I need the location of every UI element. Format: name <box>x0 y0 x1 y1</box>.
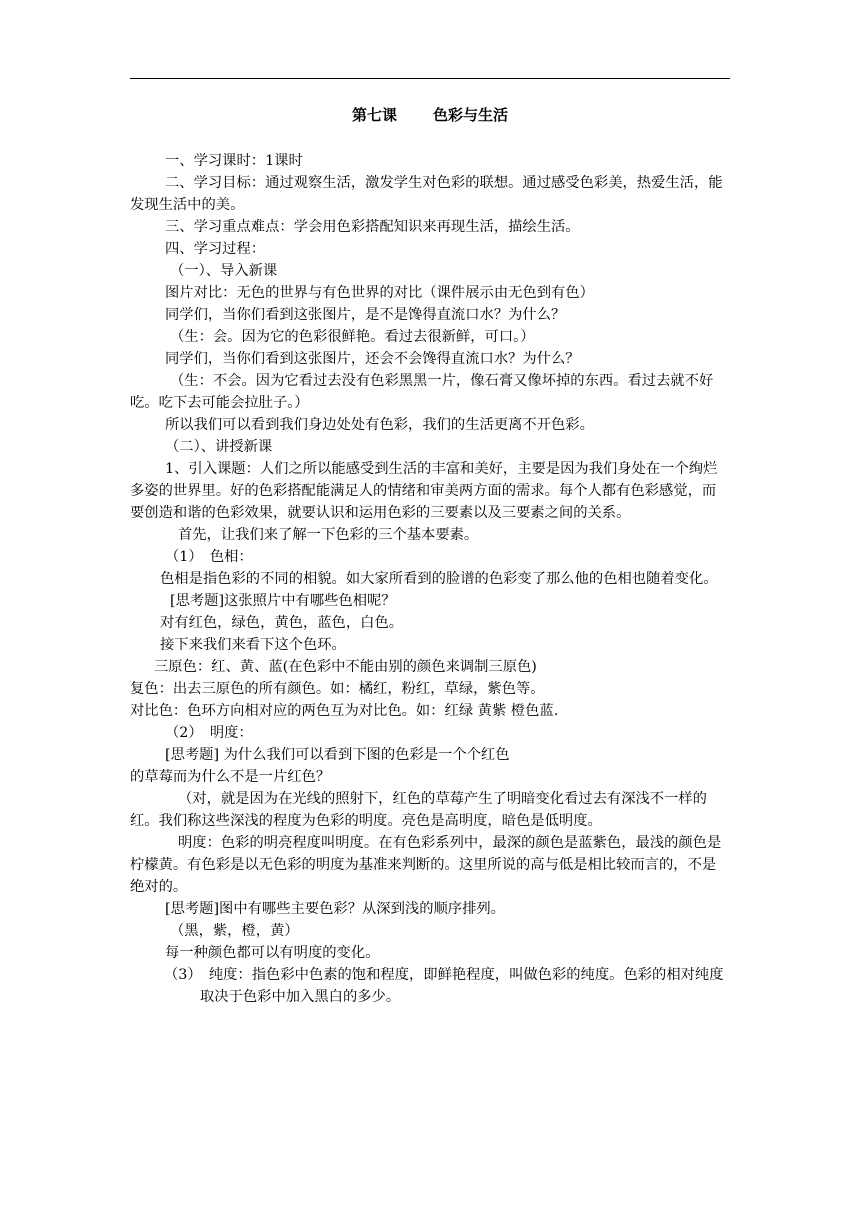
paragraph: （1） 色相： <box>165 549 253 565</box>
paragraph: 三、学习重点难点：学会用色彩搭配知识来再现生活，描绘生活。 <box>165 219 580 235</box>
paragraph: 同学们，当你们看到这张图片，是不是馋得直流口水？为什么？ <box>165 307 566 323</box>
paragraph: 首先，让我们来了解一下色彩的三个基本要素。 <box>178 527 479 543</box>
header-rule <box>130 78 730 79</box>
paragraph: 同学们，当你们看到这张图片，还会不会馋得直流口水？为什么？ <box>165 351 580 367</box>
paragraph: 的草莓而为什么不是一片红色？ <box>130 769 331 785</box>
paragraph: 四、学习过程： <box>165 241 266 257</box>
paragraph: 对比色：色环方向相对应的两色互为对比色。如：红绿 黄紫 橙色蓝. <box>130 703 559 719</box>
paragraph: 1、引入课题：人们之所以能感受到生活的丰富和美好，主要是因为我们身处在一个绚烂多姿的世界里。好的色彩搭配能满足人的情绪和审美两方面的需求。每个人都有色彩感觉，而要创造和谐的色彩效果，就要认识和运用色彩的三要素以及三要素之间的关系。 <box>130 461 718 521</box>
paragraph: 所以我们可以看到我们身边处处有色彩，我们的生活更离不开色彩。 <box>165 417 594 433</box>
lesson-number: 第七课 <box>351 106 397 124</box>
paragraph: （3） 纯度：指色彩中色素的饱和程度，即鲜艳程度，叫做色彩的纯度。色彩的相对纯度取决于色彩中加入黑白的多少。 <box>164 967 724 1005</box>
paragraph: 二、学习目标：通过观察生活，激发学生对色彩的联想。通过感受色彩美，热爱生活，能发现生活中的美。 <box>130 175 723 213</box>
paragraph: （生：会。因为它的色彩很鲜艳。看过去很新鲜，可口。） <box>170 329 535 345</box>
paragraph: （2） 明度： <box>165 725 253 741</box>
paragraph: 明度：色彩的明亮程度叫明度。在有色彩系列中，最深的颜色是蓝紫色，最浅的颜色是柠檬黄。有色彩是以无色彩的明度为基准来判断的。这里所说的高与低是相比较而言的，不是绝对的。 <box>130 835 722 895</box>
document-body <box>130 150 730 1008</box>
paragraph: （黑，紫，橙，黄） <box>170 923 299 939</box>
paragraph: （对，就是因为在光线的照射下，红色的草莓产生了明暗变化看过去有深浅不一样的红。我们称这些深浅的程度为色彩的明度。亮色是高明度，暗色是低明度。 <box>130 791 707 829</box>
paragraph: 图片对比：无色的世界与有色世界的对比（课件展示由无色到有色） <box>165 285 594 301</box>
paragraph: 对有红色，绿色，黄色，蓝色，白色。 <box>160 615 404 631</box>
paragraph: 接下来我们来看下这个色环。 <box>160 637 346 653</box>
paragraph: 色相是指色彩的不同的相貌。如大家所看到的脸谱的色彩变了那么他的色相也随着变化。 <box>160 571 718 587</box>
lesson-topic: 色彩与生活 <box>433 106 509 124</box>
paragraph: 复色：出去三原色的所有颜色。如：橘红，粉红，草绿，紫色等。 <box>130 681 545 697</box>
paragraph: [思考题]这张照片中有哪些色相呢？ <box>170 593 396 609</box>
paragraph: 每一种颜色都可以有明度的变化。 <box>165 945 380 961</box>
lesson-title <box>0 104 860 125</box>
paragraph: [思考题] 为什么我们可以看到下图的色彩是一个个红色 <box>165 747 510 763</box>
paragraph: （二）、讲授新课 <box>165 439 273 455</box>
paragraph: [思考题]图中有哪些主要色彩？从深到浅的顺序排列。 <box>165 901 505 917</box>
paragraph: （一）、导入新课 <box>170 263 278 279</box>
paragraph: 一、学习课时：1课时 <box>165 153 303 169</box>
paragraph: （生：不会。因为它看过去没有色彩黑黑一片，像石膏又像坏掉的东西。看过去就不好吃。吃下去可能会拉肚子。） <box>130 373 714 411</box>
paragraph: 三原色：红、黄、蓝(在色彩中不能由别的颜色来调制三原色) <box>154 659 537 675</box>
